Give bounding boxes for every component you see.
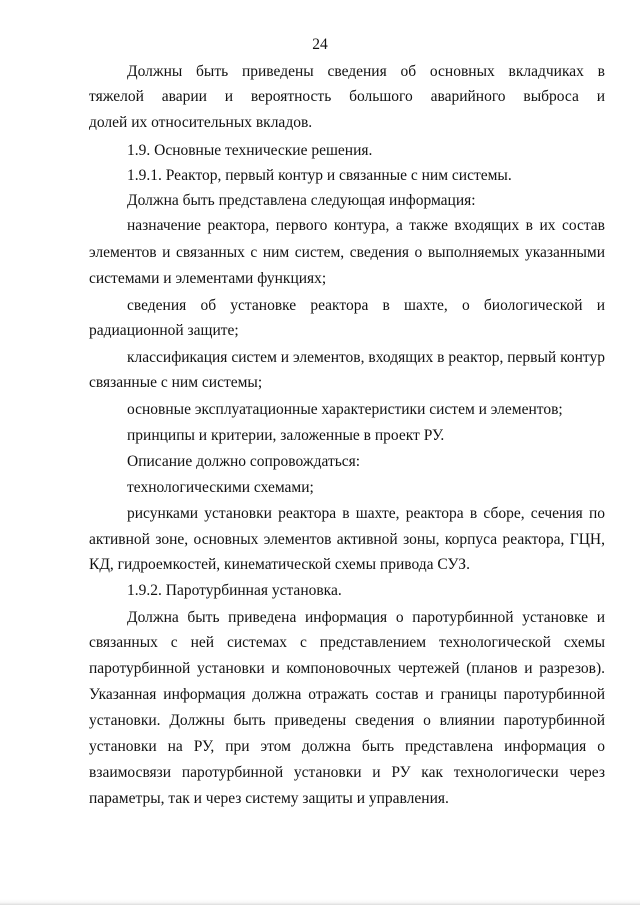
text-line: связанных с ней системах с представлением технологической схемы	[89, 634, 605, 651]
text-line: Должна быть приведена информация о паротурбинной установке и	[127, 609, 605, 626]
text-line: радиационной защите;	[89, 322, 239, 339]
text-line: паротурбинной установки и компоновочных чертежей (планов и разрезов).	[89, 660, 605, 677]
text-line: принципы и критерии, заложенные в проект РУ.	[127, 427, 445, 444]
text-line: Должны быть приведены сведения об основных вкладчиках в	[127, 63, 605, 80]
text-line: Описание должно сопровождаться:	[127, 453, 361, 470]
text-line: тяжелой аварии и вероятность большого аварийного выброса и	[89, 88, 605, 105]
text-line: взаимосвязи паротурбинной установки и РУ как технологически через	[89, 764, 605, 781]
section-heading: 1.9. Основные технические решения.	[127, 142, 373, 159]
text-line: Указанная информация должна отражать состав и границы паротурбинной	[89, 686, 605, 703]
text-line: Должна быть представлена следующая информация:	[127, 192, 476, 209]
subsection-heading: 1.9.1. Реактор, первый контур и связанные с ним системы.	[127, 167, 512, 184]
text-line: установки. Должны быть приведены сведения о влиянии паротурбинной	[89, 712, 605, 729]
scan-edge	[0, 899, 640, 905]
page-number: 24	[312, 36, 328, 53]
text-line: элементов и связанных с ним систем, сведения о выполняемых указанными	[89, 244, 605, 261]
text-line: КД, гидроемкостей, кинематической схемы привода СУЗ.	[89, 556, 470, 573]
text-line: рисунками установки реактора в шахте, реактора в сборе, сечения по	[127, 505, 605, 522]
text-line: назначение реактора, первого контура, а также входящих в их состав	[127, 217, 605, 234]
text-line: связанные с ним системы;	[89, 374, 263, 391]
text-line: технологическими схемами;	[127, 479, 314, 496]
text-line: активной зоне, основных элементов активной зоны, корпуса реактора, ГЦН,	[89, 531, 605, 548]
text-line: установки на РУ, при этом должна быть представлена информация о	[89, 738, 605, 755]
subsection-heading: 1.9.2. Паротурбинная установка.	[127, 582, 342, 599]
text-line: системами и элементами функциях;	[89, 270, 327, 287]
text-line: параметры, так и через систему защиты и управления.	[89, 790, 449, 807]
text-line: основные эксплуатационные характеристики систем и элементов;	[127, 401, 563, 418]
text-line: классификация систем и элементов, входящих в реактор, первый контур	[127, 349, 605, 366]
text-line: долей их относительных вкладов.	[89, 114, 313, 131]
text-line: сведения об установке реактора в шахте, о биологической и	[127, 297, 605, 314]
